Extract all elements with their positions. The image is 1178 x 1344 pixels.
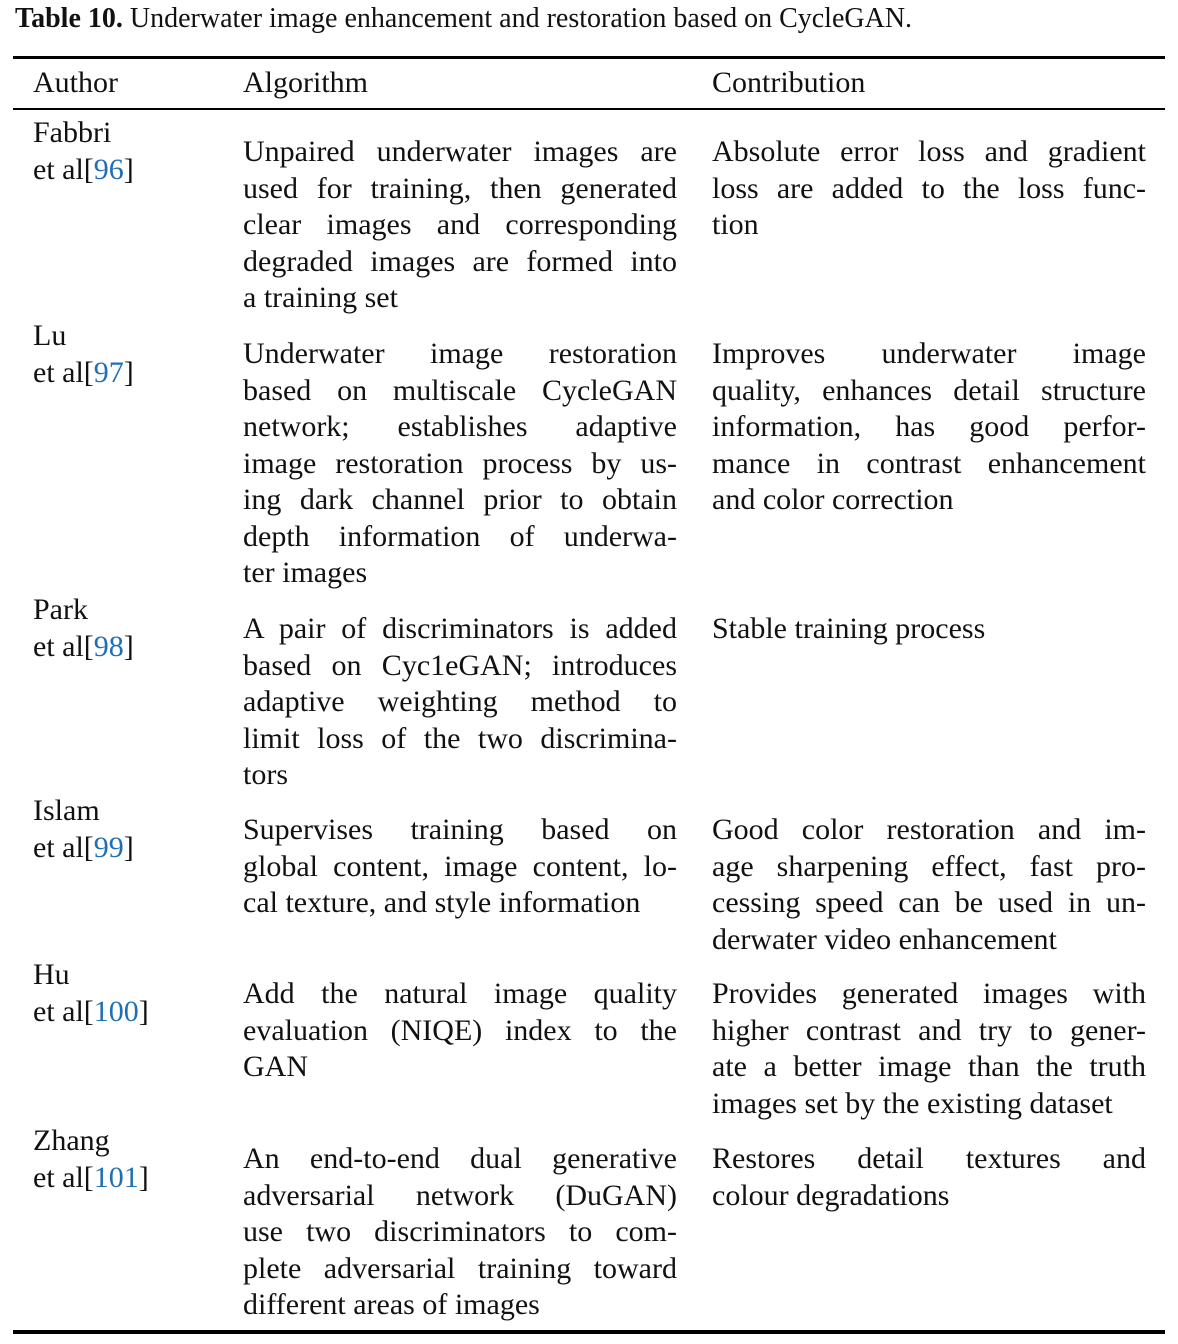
citation-bracket: ] bbox=[138, 1160, 149, 1194]
algorithm-text-line: adversarial network (DuGAN) bbox=[243, 1178, 677, 1212]
algorithm-text-line: based on multiscale CycleGAN bbox=[243, 373, 677, 407]
author-etal-line bbox=[33, 152, 134, 189]
author-name: Zhang bbox=[33, 1124, 110, 1157]
contribution-text-line: derwater video enhancement bbox=[712, 922, 1057, 956]
algorithm-text-line: cal texture, and style information bbox=[243, 886, 641, 919]
table-top-rule bbox=[13, 56, 1165, 59]
author-etal-line bbox=[33, 830, 134, 867]
contribution-text-line: cessing speed can be used in un- bbox=[712, 886, 1146, 919]
algorithm-text-line: GAN bbox=[243, 1050, 308, 1083]
algorithm-cell bbox=[243, 812, 677, 922]
algorithm-text-line: global content, image content, lo- bbox=[243, 849, 677, 883]
algorithm-text-line: based on Cyc1eGAN; introduces bbox=[243, 648, 677, 682]
contribution-text-line: Provides generated images with bbox=[712, 977, 1146, 1010]
author-etal-line bbox=[33, 355, 134, 392]
contribution-text-line: images set by the existing dataset bbox=[712, 1086, 1113, 1120]
citation-link[interactable]: 97 bbox=[93, 355, 124, 389]
author-cell bbox=[33, 1123, 149, 1196]
algorithm-text-line: Underwater image restoration bbox=[243, 337, 677, 370]
citation-link[interactable]: 98 bbox=[93, 629, 124, 663]
contribution-cell bbox=[712, 812, 1146, 958]
column-header-algorithm: Algorithm bbox=[243, 66, 368, 99]
contribution-text-line: information, has good perfor- bbox=[712, 410, 1146, 443]
citation-bracket: ] bbox=[138, 994, 149, 1028]
table-header-rule bbox=[13, 108, 1165, 110]
citation-bracket: ] bbox=[123, 355, 134, 389]
citation-link[interactable]: 101 bbox=[93, 1160, 139, 1194]
citation-bracket: ] bbox=[123, 152, 134, 186]
algorithm-cell bbox=[243, 611, 677, 794]
citation-bracket: ] bbox=[123, 629, 134, 663]
author-cell bbox=[33, 793, 134, 866]
algorithm-text-line: ter images bbox=[243, 556, 368, 589]
contribution-cell bbox=[712, 611, 1146, 648]
contribution-text-line: and color correction bbox=[712, 483, 954, 516]
table-caption-text: Underwater image enhancement and restoration based on CycleGAN. bbox=[129, 3, 913, 34]
algorithm-text-line: An end-to-end dual generative bbox=[243, 1142, 677, 1175]
contribution-cell bbox=[712, 336, 1146, 519]
algorithm-cell bbox=[243, 976, 677, 1086]
author-etal-line bbox=[33, 1160, 149, 1197]
citation-bracket: ] bbox=[123, 830, 134, 864]
author-name: Fabbri bbox=[33, 116, 112, 149]
algorithm-text-line: used for training, then generated bbox=[243, 171, 677, 205]
contribution-cell bbox=[712, 976, 1146, 1122]
author-cell bbox=[33, 592, 134, 665]
algorithm-cell bbox=[243, 134, 677, 317]
author-name: Park bbox=[33, 593, 88, 626]
contribution-text-line: ate a better image than the truth bbox=[712, 1050, 1146, 1083]
algorithm-text-line: Add the natural image quality bbox=[243, 977, 677, 1010]
author-etal-line bbox=[33, 994, 149, 1031]
contribution-text-line: age sharpening effect, fast pro- bbox=[712, 849, 1146, 883]
table-bottom-rule bbox=[13, 1330, 1165, 1334]
contribution-text-line: mance in contrast enhancement bbox=[712, 446, 1146, 480]
algorithm-text-line: adaptive weighting method to bbox=[243, 685, 677, 718]
author-cell bbox=[33, 318, 134, 391]
contribution-text-line: colour degradations bbox=[712, 1178, 950, 1212]
algorithm-text-line: limit loss of the two discrimina- bbox=[243, 721, 677, 755]
author-etal: et al[ bbox=[33, 355, 94, 389]
contribution-cell bbox=[712, 134, 1146, 244]
author-cell bbox=[33, 115, 134, 188]
table-caption-label: Table 10. bbox=[15, 3, 123, 34]
citation-link[interactable]: 99 bbox=[93, 830, 124, 864]
algorithm-text-line: use two discriminators to com- bbox=[243, 1215, 677, 1248]
algorithm-text-line: evaluation (NIQE) index to the bbox=[243, 1013, 677, 1047]
contribution-text-line: higher contrast and try to gener- bbox=[712, 1013, 1146, 1047]
author-etal: et al[ bbox=[33, 994, 94, 1028]
algorithm-cell bbox=[243, 1141, 677, 1324]
algorithm-text-line: network; establishes adaptive bbox=[243, 410, 677, 443]
contribution-cell bbox=[712, 1141, 1146, 1214]
algorithm-text-line: image restoration process by us- bbox=[243, 446, 677, 480]
citation-link[interactable]: 100 bbox=[93, 994, 139, 1028]
author-etal: et al[ bbox=[33, 830, 94, 864]
algorithm-text-line: ing dark channel prior to obtain bbox=[243, 483, 677, 516]
algorithm-text-line: clear images and corresponding bbox=[243, 208, 677, 241]
algorithm-text-line: different areas of images bbox=[243, 1288, 540, 1321]
algorithm-text-line: A pair of discriminators is added bbox=[243, 612, 677, 645]
algorithm-text-line: Unpaired underwater images are bbox=[243, 135, 677, 168]
table-caption bbox=[15, 2, 912, 36]
author-name: Islam bbox=[33, 794, 100, 827]
contribution-text-line: loss are added to the loss func- bbox=[712, 171, 1146, 205]
column-header-contribution: Contribution bbox=[712, 66, 866, 99]
author-etal: et al[ bbox=[33, 629, 94, 663]
author-etal-line bbox=[33, 629, 134, 666]
column-header-author: Author bbox=[33, 66, 118, 99]
author-etal: et al[ bbox=[33, 1160, 94, 1194]
author-etal: et al[ bbox=[33, 152, 94, 186]
author-name: Lu bbox=[33, 319, 67, 352]
contribution-text-line: Absolute error loss and gradient bbox=[712, 135, 1146, 168]
algorithm-text-line: Supervises training based on bbox=[243, 813, 677, 846]
algorithm-text-line: depth information of underwa- bbox=[243, 519, 677, 553]
algorithm-text-line: tors bbox=[243, 758, 288, 791]
contribution-text-line: quality, enhances detail structure bbox=[712, 373, 1146, 407]
contribution-text-line: Stable training process bbox=[712, 612, 986, 645]
algorithm-text-line: a training set bbox=[243, 281, 398, 314]
contribution-text-line: Restores detail textures and bbox=[712, 1142, 1146, 1175]
algorithm-text-line: degraded images are formed into bbox=[243, 244, 677, 278]
author-cell bbox=[33, 957, 149, 1030]
algorithm-cell bbox=[243, 336, 677, 592]
contribution-text-line: Improves underwater image bbox=[712, 337, 1146, 370]
contribution-text-line: tion bbox=[712, 208, 759, 241]
author-name: Hu bbox=[33, 958, 70, 991]
algorithm-text-line: plete adversarial training toward bbox=[243, 1251, 677, 1285]
contribution-text-line: Good color restoration and im- bbox=[712, 813, 1146, 846]
citation-link[interactable]: 96 bbox=[93, 152, 124, 186]
